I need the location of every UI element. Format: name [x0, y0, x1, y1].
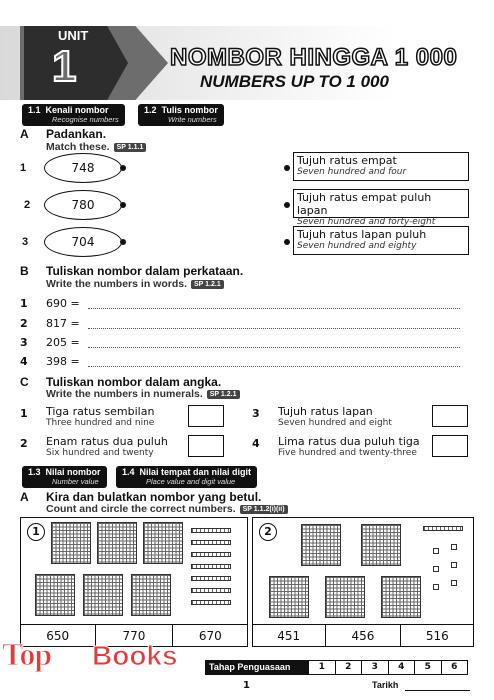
word-box: Tujuh ratus empat puluh lapan Seven hundred and forty-eight	[293, 189, 469, 218]
topbooks-watermark-logo	[0, 636, 190, 676]
answer-option[interactable]: 670	[198, 629, 222, 643]
question-number: 1	[27, 523, 45, 541]
one-cube	[433, 584, 439, 590]
number-oval: 780	[44, 190, 122, 220]
word-answer-row: 1 690 =	[20, 297, 460, 313]
mastery-level-label: Tahap Penguasaan	[205, 660, 308, 675]
instruction-english: Count and circle the correct numbers. SP 1.1.2(i)(ii)	[46, 503, 288, 515]
ten-rod	[191, 588, 231, 593]
item-number: 2	[24, 199, 31, 211]
question-number: 2	[259, 523, 277, 541]
hundred-block	[51, 522, 91, 564]
numeral-item: 1 Tiga ratus sembilan Three hundred and nine	[20, 405, 155, 428]
instruction-english: Write the numbers in words. SP 1.2.1	[46, 278, 224, 290]
mastery-level-cell[interactable]: 3	[362, 661, 389, 674]
instruction-malay: Tuliskan nombor dalam angka.	[46, 375, 222, 389]
numeral-item: 4 Lima ratus dua puluh tiga Five hundred and twenty-three	[252, 435, 420, 458]
answer-line[interactable]	[88, 347, 460, 348]
date-label: Tarikh	[372, 680, 399, 690]
mastery-level-cell[interactable]: 2	[336, 661, 363, 674]
date-input-line[interactable]	[405, 690, 470, 691]
numeral-answer-box[interactable]	[432, 405, 468, 427]
match-dot[interactable]	[120, 202, 126, 208]
unit-number: 1	[52, 42, 77, 91]
answer-option[interactable]: 451	[252, 625, 326, 647]
match-dot[interactable]	[284, 202, 290, 208]
logo-text-books: Books	[92, 640, 178, 671]
mastery-level-cell[interactable]: 5	[415, 661, 442, 674]
one-cube	[451, 580, 457, 586]
topic-tag-1-3: 1.3 Nilai nombor Number value	[22, 466, 107, 488]
hundred-block	[83, 574, 123, 616]
ten-rod	[191, 540, 231, 545]
logo-text-top: Top	[2, 636, 52, 672]
ten-rod	[191, 600, 231, 605]
hundred-block	[361, 524, 401, 566]
word-answer-row: 4 398 =	[20, 355, 460, 371]
hundred-block	[381, 576, 421, 618]
numeral-answer-box[interactable]	[188, 435, 224, 457]
hundred-block	[143, 522, 183, 564]
instruction-english: Match these. SP 1.1.1	[46, 141, 146, 153]
answer-option[interactable]: 770	[96, 625, 172, 647]
ten-rod	[191, 564, 231, 569]
answer-line[interactable]	[88, 328, 460, 329]
page-number: 1	[243, 680, 250, 691]
word-box: Tujuh ratus empat Seven hundred and four	[293, 152, 469, 181]
numeral-item: 2 Enam ratus dua puluh Six hundred and twenty	[20, 435, 168, 458]
ten-rod	[191, 528, 231, 533]
numeral-item: 3 Tujuh ratus lapan Seven hundred and eight	[252, 405, 392, 428]
hundred-block	[35, 574, 75, 616]
page-subtitle: NUMBERS UP TO 1 000	[200, 72, 389, 91]
section-letter: B	[20, 264, 29, 278]
answer-option[interactable]: 650	[20, 625, 96, 647]
item-number: 3	[22, 236, 29, 248]
section-letter: A	[20, 490, 29, 504]
instruction-malay: Tuliskan nombor dalam perkataan.	[46, 264, 244, 278]
mastery-level-cell[interactable]: 1	[309, 661, 336, 674]
word-answer-row: 3 205 =	[20, 336, 460, 352]
answer-option[interactable]: 516	[425, 629, 449, 643]
one-cube	[433, 548, 439, 554]
answer-line[interactable]	[88, 366, 460, 367]
answer-option[interactable]: 456	[326, 625, 400, 647]
topic-tag-1-2: 1.2 Tulis nombor Write numbers	[138, 104, 224, 126]
item-number: 1	[20, 162, 27, 174]
answer-options-2	[252, 624, 474, 647]
section-letter: C	[20, 375, 29, 389]
hundred-block	[269, 576, 309, 618]
match-dot[interactable]	[284, 165, 290, 171]
numeral-answer-box[interactable]	[188, 405, 224, 427]
number-oval: 748	[44, 153, 122, 183]
hundred-block	[131, 574, 171, 616]
match-dot[interactable]	[284, 239, 290, 245]
instruction-malay: Padankan.	[46, 127, 107, 141]
page-title: NOMBOR HINGGA 1 000	[170, 44, 458, 71]
one-cube	[433, 566, 439, 572]
unit-label: UNIT	[58, 28, 89, 43]
ten-rod	[191, 576, 231, 581]
mastery-level-scale	[308, 660, 468, 675]
one-cube	[451, 562, 457, 568]
mastery-level-cell[interactable]: 4	[389, 661, 416, 674]
section-letter: A	[20, 127, 29, 141]
word-answer-row: 2 817 =	[20, 317, 460, 333]
word-box: Tujuh ratus lapan puluh Seven hundred and eighty	[293, 226, 469, 255]
numeral-answer-box[interactable]	[432, 435, 468, 457]
one-cube	[451, 544, 457, 550]
topic-tag-1-4: 1.4 Nilai tempat dan nilai digit Place value and digit value	[116, 466, 257, 488]
match-dot[interactable]	[120, 239, 126, 245]
mastery-level-cell[interactable]: 6	[451, 662, 458, 672]
hundred-block	[325, 576, 365, 618]
instruction-malay: Kira dan bulatkan nombor yang betul.	[46, 490, 262, 504]
ten-rod	[191, 552, 231, 557]
topic-tag-1-1: 1.1 Kenali nombor Recognise numbers	[22, 104, 125, 126]
ten-rod	[423, 526, 463, 531]
hundred-block	[301, 524, 341, 566]
number-oval: 704	[44, 227, 122, 257]
answer-line[interactable]	[88, 308, 460, 309]
instruction-english: Write the numbers in numerals. SP 1.2.1	[46, 388, 240, 400]
hundred-block	[97, 522, 137, 564]
match-dot[interactable]	[120, 165, 126, 171]
